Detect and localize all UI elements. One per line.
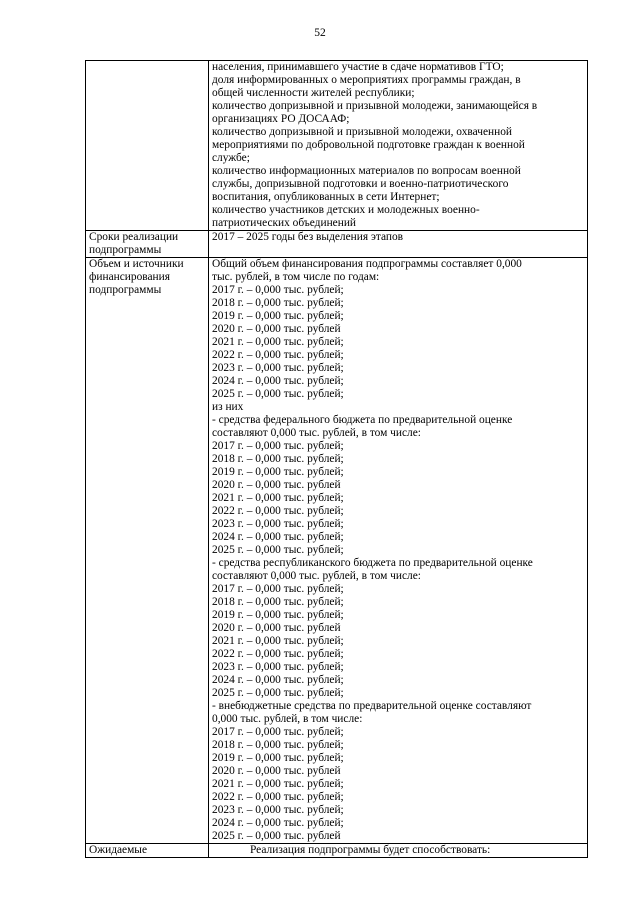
text-line: мероприятиями по добровольной подготовке граждан к военной — [212, 139, 525, 151]
financing-cell — [209, 258, 588, 844]
text-line: составляют 0,000 тыс. рублей, в том числе: — [212, 427, 421, 439]
text-line: 0,000 тыс. рублей, в том числе: — [212, 713, 363, 725]
text-line: 2017 г. – 0,000 тыс. рублей; — [212, 284, 344, 296]
expected-cell — [209, 844, 588, 858]
text-line: - средства федерального бюджета по предварительной оценке — [212, 414, 513, 426]
indicators-cell — [209, 61, 588, 231]
text-line: Реализация подпрограммы будет способствовать: — [250, 844, 491, 856]
text-line: 2022 г. – 0,000 тыс. рублей; — [212, 349, 344, 361]
text-line: 2017 – 2025 годы без выделения этапов — [212, 231, 404, 243]
text-line: - средства республиканского бюджета по предварительной оценке — [212, 557, 533, 569]
text-line: 2021 г. – 0,000 тыс. рублей; — [212, 336, 344, 348]
text-line: - внебюджетные средства по предварительной оценке составляют — [212, 700, 532, 712]
text-line: количество допризывной и призывной молодежи, охваченной — [212, 126, 512, 138]
row-label: подпрограммы — [89, 284, 162, 296]
text-line: 2018 г. – 0,000 тыс. рублей; — [212, 453, 344, 465]
text-line: 2023 г. – 0,000 тыс. рублей; — [212, 518, 344, 530]
text-line: 2023 г. – 0,000 тыс. рублей; — [212, 661, 344, 673]
row-label-cell — [86, 61, 209, 231]
text-line: 2020 г. – 0,000 тыс. рублей — [212, 323, 341, 335]
text-line: 2019 г. – 0,000 тыс. рублей; — [212, 466, 344, 478]
text-line: 2021 г. – 0,000 тыс. рублей; — [212, 492, 344, 504]
text-line: 2017 г. – 0,000 тыс. рублей; — [212, 583, 344, 595]
text-line: 2021 г. – 0,000 тыс. рублей; — [212, 635, 344, 647]
row-label: Сроки реализации — [89, 231, 179, 243]
text-line: 2024 г. – 0,000 тыс. рублей; — [212, 817, 344, 829]
text-line: 2022 г. – 0,000 тыс. рублей; — [212, 505, 344, 517]
row-label-cell — [86, 844, 209, 858]
text-line: 2025 г. – 0,000 тыс. рублей — [212, 830, 341, 842]
text-line: 2019 г. – 0,000 тыс. рублей; — [212, 752, 344, 764]
text-line: 2024 г. – 0,000 тыс. рублей; — [212, 375, 344, 387]
text-line: 2021 г. – 0,000 тыс. рублей; — [212, 778, 344, 790]
text-line: из них — [212, 401, 244, 413]
table-row-expected — [86, 844, 588, 858]
text-line: тыс. рублей, в том числе по годам: — [212, 271, 380, 283]
text-line: 2025 г. – 0,000 тыс. рублей; — [212, 687, 344, 699]
row-label: Объем и источники — [89, 258, 184, 270]
text-line: доля информированных о мероприятиях программы граждан, в — [212, 74, 521, 86]
text-line: количество участников детских и молодежных военно- — [212, 204, 480, 216]
text-line: службе; — [212, 152, 250, 164]
text-line: 2018 г. – 0,000 тыс. рублей; — [212, 297, 344, 309]
text-line: 2020 г. – 0,000 тыс. рублей — [212, 479, 341, 491]
text-line: воспитания, опубликованных в сети Интернет; — [212, 191, 440, 203]
row-label: подпрограммы — [89, 244, 162, 256]
table-row-timeline — [86, 231, 588, 258]
text-line: составляют 0,000 тыс. рублей, в том числе: — [212, 570, 421, 582]
text-line: 2019 г. – 0,000 тыс. рублей; — [212, 310, 344, 322]
text-line: 2017 г. – 0,000 тыс. рублей; — [212, 726, 344, 738]
text-line: количество информационных материалов по вопросам военной — [212, 165, 521, 177]
text-line: 2023 г. – 0,000 тыс. рублей; — [212, 362, 344, 374]
text-line: количество допризывной и призывной молодежи, занимающейся в — [212, 100, 538, 112]
text-line: 2019 г. – 0,000 тыс. рублей; — [212, 609, 344, 621]
text-line: 2017 г. – 0,000 тыс. рублей; — [212, 440, 344, 452]
text-line: 2023 г. – 0,000 тыс. рублей; — [212, 804, 344, 816]
text-line: Общий объем финансирования подпрограммы составляет 0,000 — [212, 258, 522, 270]
text-line: 2025 г. – 0,000 тыс. рублей; — [212, 388, 344, 400]
text-line: 2022 г. – 0,000 тыс. рублей; — [212, 648, 344, 660]
text-line: патриотических объединений — [212, 217, 357, 229]
text-line: 2024 г. – 0,000 тыс. рублей; — [212, 531, 344, 543]
text-line: 2020 г. – 0,000 тыс. рублей — [212, 765, 341, 777]
text-line: населения, принимавшего участие в сдаче нормативов ГТО; — [212, 61, 504, 73]
text-line: службы, допризывной подготовки и военно-патриотического — [212, 178, 509, 190]
text-line: 2018 г. – 0,000 тыс. рублей; — [212, 596, 344, 608]
text-line: общей численности жителей республики; — [212, 87, 415, 99]
row-label: Ожидаемые — [89, 844, 148, 856]
row-label-cell — [86, 231, 209, 258]
text-line: 2020 г. – 0,000 тыс. рублей — [212, 622, 341, 634]
table-row-indicators — [86, 61, 588, 231]
text-line: 2025 г. – 0,000 тыс. рублей; — [212, 544, 344, 556]
text-line: организациях РО ДОСААФ; — [212, 113, 350, 125]
row-label: финансирования — [89, 271, 170, 283]
timeline-cell — [209, 231, 588, 258]
page-number: 52 — [314, 27, 326, 39]
text-line: 2024 г. – 0,000 тыс. рублей; — [212, 674, 344, 686]
row-label-cell — [86, 258, 209, 844]
table-row-financing — [86, 258, 588, 844]
passport-table — [85, 60, 588, 858]
text-line: 2018 г. – 0,000 тыс. рублей; — [212, 739, 344, 751]
text-line: 2022 г. – 0,000 тыс. рублей; — [212, 791, 344, 803]
